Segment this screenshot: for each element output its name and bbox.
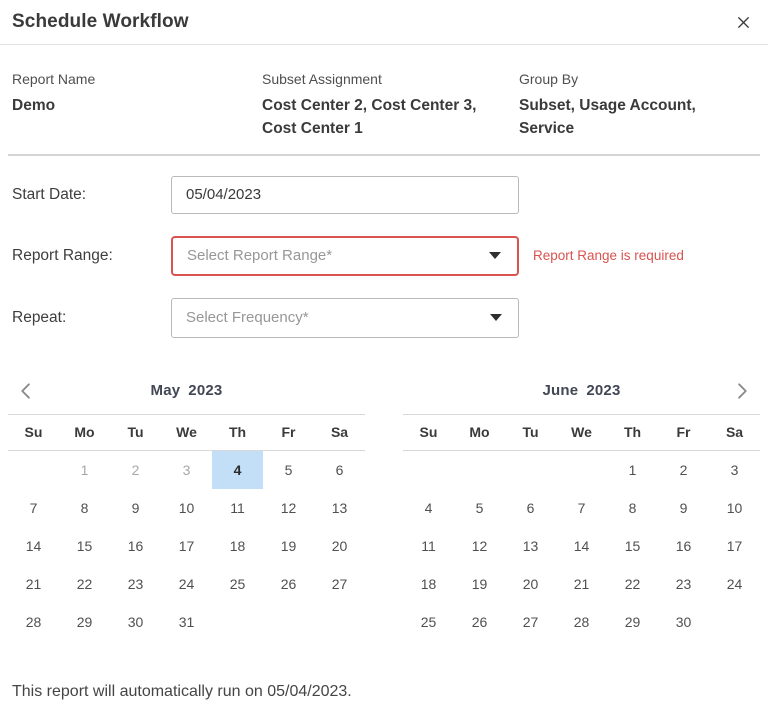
calendar-day[interactable]: 17: [726, 537, 743, 554]
chevron-right-icon: [732, 381, 752, 401]
close-button[interactable]: [732, 11, 754, 33]
calendar-day[interactable]: 2: [679, 461, 688, 478]
calendar-week-row: [403, 489, 760, 527]
calendar-day[interactable]: 3: [182, 461, 191, 478]
calendar-day-empty: [454, 451, 505, 489]
calendar-week-row: [8, 451, 365, 489]
calendar-week-row: [8, 489, 365, 527]
repeat-placeholder: Select Frequency*: [186, 309, 309, 326]
calendar-day[interactable]: 8: [80, 499, 89, 516]
calendar-day[interactable]: 30: [675, 613, 692, 630]
calendar-day[interactable]: 29: [624, 613, 641, 630]
summary-report-name-value: Demo: [12, 97, 56, 114]
calendar-day[interactable]: 10: [726, 499, 743, 516]
calendar-day[interactable]: 20: [522, 575, 539, 592]
chevron-down-icon: [489, 252, 501, 259]
calendar-year: 2023: [188, 382, 223, 399]
report-range-label: Report Range:: [12, 246, 113, 264]
calendar-day[interactable]: 27: [331, 575, 348, 592]
calendar-day[interactable]: 10: [178, 499, 195, 516]
summary-section: [0, 45, 768, 141]
chevron-left-icon: [16, 381, 36, 401]
calendar-day[interactable]: 23: [127, 575, 144, 592]
calendar-pair: [0, 368, 768, 641]
calendar-week-row: [8, 603, 365, 641]
calendar-day[interactable]: 14: [25, 537, 42, 554]
calendar-day-empty: [505, 451, 556, 489]
calendar-day[interactable]: 8: [628, 499, 637, 516]
calendar-day[interactable]: 19: [471, 575, 488, 592]
calendar-day[interactable]: 3: [730, 461, 739, 478]
calendar-day[interactable]: 9: [131, 499, 140, 516]
weekday-label: Mo: [74, 424, 95, 440]
summary-report-name-label: Report Name: [12, 71, 96, 87]
calendar-day[interactable]: 21: [25, 575, 42, 592]
calendar-day[interactable]: 22: [76, 575, 93, 592]
report-range-error: Report Range is required: [533, 248, 684, 263]
calendar-week-row: [403, 527, 760, 565]
calendar-day[interactable]: 16: [127, 537, 144, 554]
calendar-day[interactable]: 25: [420, 613, 437, 630]
start-date-label: Start Date:: [12, 185, 87, 203]
calendar-day-empty: [212, 603, 263, 641]
summary-report-name: [12, 71, 262, 141]
weekday-label: Fr: [281, 424, 296, 440]
calendar-day[interactable]: 13: [331, 499, 348, 516]
report-range-placeholder: Select Report Range*: [187, 247, 333, 264]
weekday-label: Tu: [127, 424, 144, 440]
repeat-select[interactable]: [171, 298, 519, 338]
calendar-month: June: [542, 382, 579, 399]
calendar-day[interactable]: 25: [229, 575, 246, 592]
calendar-day[interactable]: 26: [280, 575, 297, 592]
calendar-week-row: [8, 565, 365, 603]
calendar-day[interactable]: 23: [675, 575, 692, 592]
calendar-title: [151, 382, 223, 399]
calendar-day[interactable]: 21: [573, 575, 590, 592]
calendar-day[interactable]: 20: [331, 537, 348, 554]
calendar-day-empty: [314, 603, 365, 641]
calendar-week-row: [403, 565, 760, 603]
weekday-label: Th: [623, 424, 642, 440]
calendar-day[interactable]: 6: [335, 461, 344, 478]
weekday-label: Su: [24, 424, 43, 440]
weekday-header-row: [403, 414, 760, 451]
section-divider: [8, 154, 760, 156]
calendar-day-empty: [403, 451, 454, 489]
calendar-day[interactable]: 12: [471, 537, 488, 554]
summary-group-by-label: Group By: [519, 71, 579, 87]
repeat-label: Repeat:: [12, 308, 67, 326]
calendar-may: [8, 368, 365, 641]
calendar-day[interactable]: 7: [29, 499, 38, 516]
summary-subset-assignment-value: Cost Center 2, Cost Center 3, Cost Center 1: [262, 97, 477, 138]
calendar-day[interactable]: 17: [178, 537, 195, 554]
summary-group-by-value: Subset, Usage Account, Service: [519, 97, 696, 138]
summary-subset-assignment-label: Subset Assignment: [262, 71, 382, 87]
report-range-select[interactable]: [171, 236, 519, 276]
weekday-label: Tu: [522, 424, 539, 440]
schedule-form: [0, 176, 768, 338]
calendar-day[interactable]: 15: [76, 537, 93, 554]
calendar-day[interactable]: 26: [471, 613, 488, 630]
calendar-day[interactable]: 9: [679, 499, 688, 516]
report-range-row: [12, 236, 756, 276]
calendar-day[interactable]: 12: [280, 499, 297, 516]
weekday-header-row: [8, 414, 365, 451]
calendar-day[interactable]: 18: [420, 575, 437, 592]
next-month-button[interactable]: [730, 379, 754, 403]
weekday-label: Sa: [330, 424, 349, 440]
calendar-day[interactable]: 5: [475, 499, 484, 516]
calendar-day[interactable]: 6: [526, 499, 535, 516]
weekday-label: Mo: [469, 424, 490, 440]
calendar-header: [403, 368, 760, 414]
calendar-header: [8, 368, 365, 414]
calendar-day[interactable]: 15: [624, 537, 641, 554]
calendar-day[interactable]: 11: [421, 537, 436, 554]
dialog-header: [0, 0, 768, 45]
calendar-day-selected[interactable]: 4: [212, 451, 263, 489]
calendar-day[interactable]: 5: [284, 461, 293, 478]
summary-group-by: [519, 71, 756, 141]
chevron-down-icon: [490, 314, 502, 321]
repeat-row: [12, 298, 756, 338]
calendar-week-row: [8, 527, 365, 565]
calendar-day[interactable]: 14: [573, 537, 590, 554]
calendar-day-empty: [709, 603, 760, 641]
calendar-day[interactable]: 31: [178, 613, 195, 630]
calendar-month: May: [150, 382, 181, 399]
calendar-day[interactable]: 29: [76, 613, 93, 630]
calendar-day[interactable]: 22: [624, 575, 641, 592]
calendar-day[interactable]: 1: [80, 461, 89, 478]
prev-month-button[interactable]: [14, 379, 38, 403]
calendar-day[interactable]: 13: [522, 537, 539, 554]
calendar-day[interactable]: 7: [577, 499, 586, 516]
weekday-label: Fr: [676, 424, 691, 440]
calendar-year: 2023: [586, 382, 621, 399]
calendar-day[interactable]: 28: [573, 613, 590, 630]
calendar-day[interactable]: 24: [726, 575, 743, 592]
weekday-label: Su: [419, 424, 438, 440]
summary-subset-assignment: [262, 71, 519, 141]
weekday-label: Th: [228, 424, 247, 440]
dialog-title: Schedule Workflow: [12, 11, 189, 32]
start-date-row: [12, 176, 756, 214]
calendar-day-empty: [8, 451, 59, 489]
calendar-day-empty: [263, 603, 314, 641]
calendar-day[interactable]: 19: [280, 537, 297, 554]
calendar-day[interactable]: 28: [25, 613, 42, 630]
calendar-day[interactable]: 11: [230, 499, 245, 516]
close-icon: [737, 16, 750, 29]
calendar-day[interactable]: 1: [628, 461, 637, 478]
calendar-day[interactable]: 24: [178, 575, 195, 592]
calendar-day[interactable]: 4: [424, 499, 433, 516]
calendar-day-empty: [556, 451, 607, 489]
calendar-day[interactable]: 30: [127, 613, 144, 630]
calendar-day[interactable]: 2: [131, 461, 140, 478]
calendar-day[interactable]: 27: [522, 613, 539, 630]
start-date-input[interactable]: [171, 176, 519, 214]
calendar-week-row: [403, 603, 760, 641]
calendar-day[interactable]: 18: [229, 537, 246, 554]
calendar-day[interactable]: 16: [675, 537, 692, 554]
calendar-june: [403, 368, 760, 641]
weekday-label: Sa: [725, 424, 744, 440]
footer-note: This report will automatically run on 05/04/2023.: [12, 682, 352, 700]
weekday-label: We: [176, 424, 197, 440]
weekday-label: We: [571, 424, 592, 440]
calendar-week-row: [403, 451, 760, 489]
calendar-title: [543, 382, 621, 399]
